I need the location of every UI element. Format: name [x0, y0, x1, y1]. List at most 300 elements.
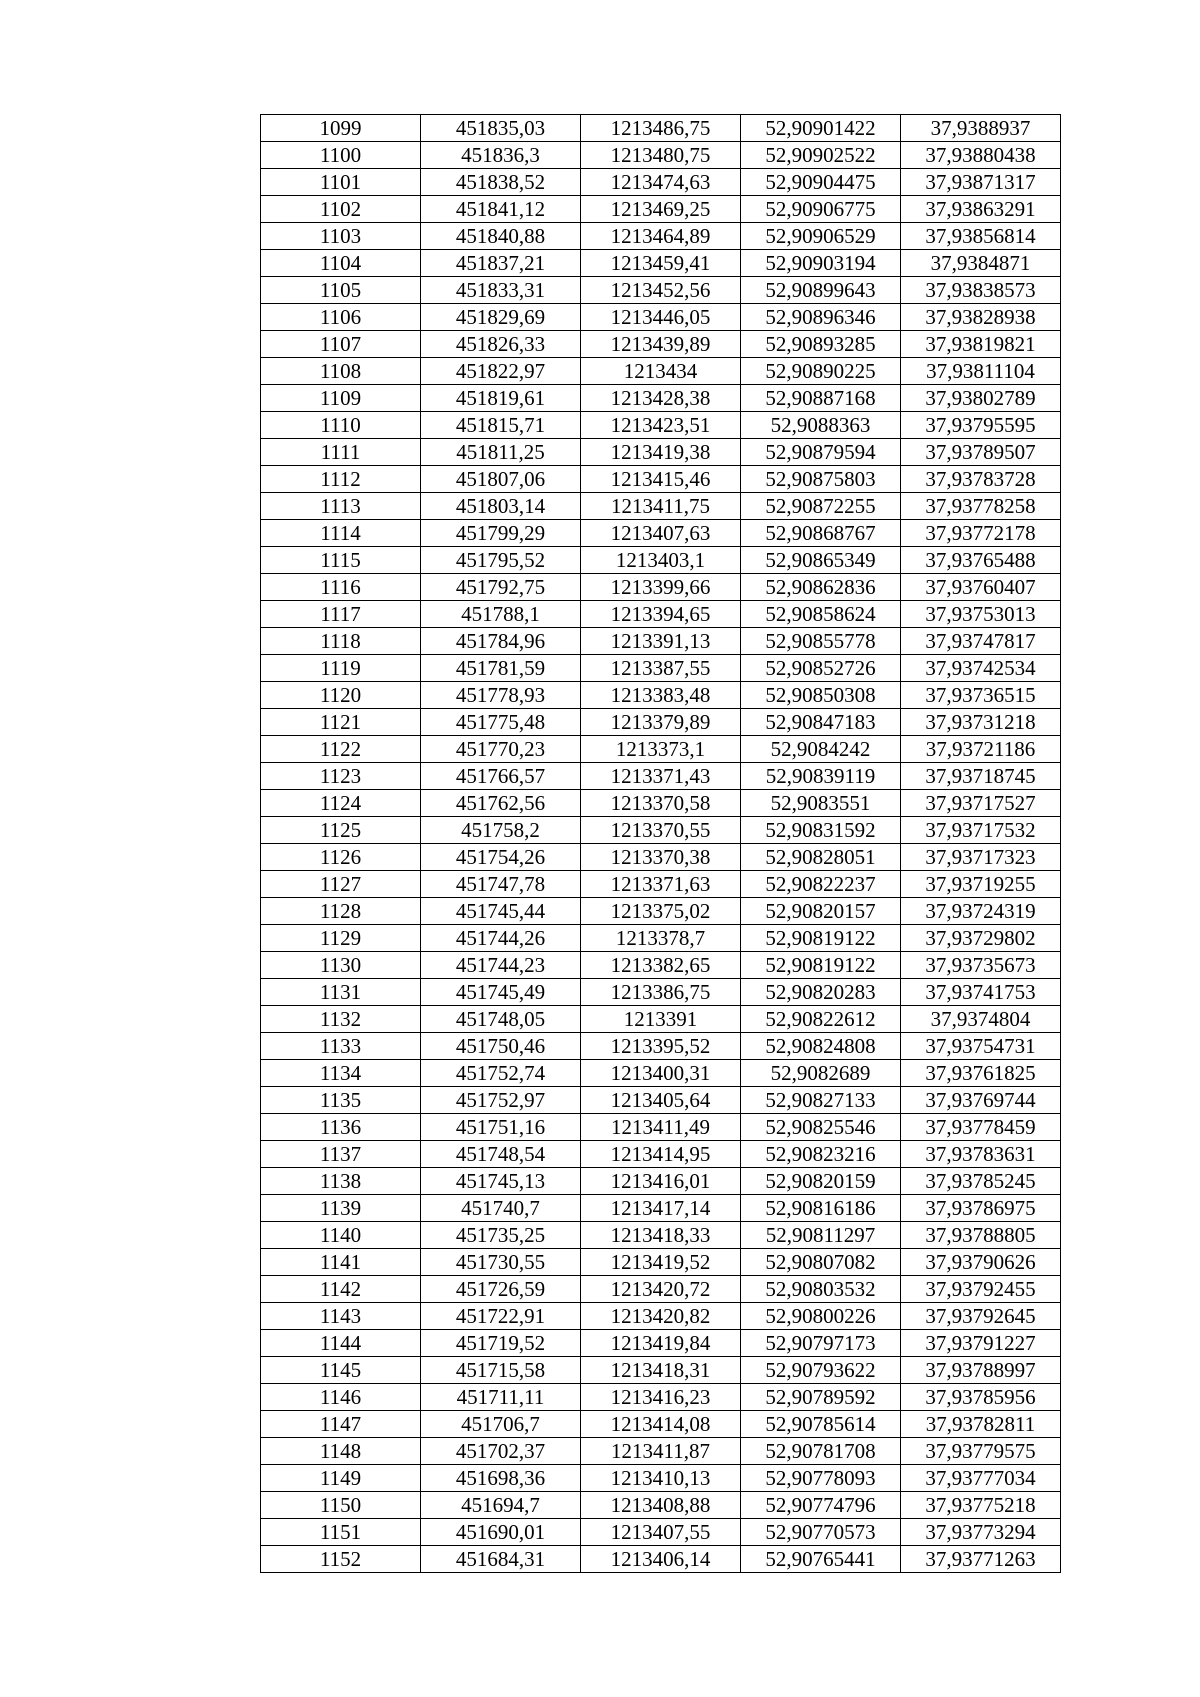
longitude-cell: 37,93773294	[901, 1519, 1061, 1546]
point-number-cell: 1144	[261, 1330, 421, 1357]
longitude-cell: 37,93856814	[901, 223, 1061, 250]
longitude-cell: 37,9374804	[901, 1006, 1061, 1033]
longitude-cell: 37,93811104	[901, 358, 1061, 385]
table-row	[261, 1087, 1061, 1114]
x-coordinate-cell: 451751,16	[421, 1114, 581, 1141]
longitude-cell: 37,93819821	[901, 331, 1061, 358]
x-coordinate-cell: 451788,1	[421, 601, 581, 628]
point-number-cell: 1113	[261, 493, 421, 520]
latitude-cell: 52,90811297	[741, 1222, 901, 1249]
longitude-cell: 37,93754731	[901, 1033, 1061, 1060]
longitude-cell: 37,93729802	[901, 925, 1061, 952]
latitude-cell: 52,90902522	[741, 142, 901, 169]
longitude-cell: 37,93771263	[901, 1546, 1061, 1573]
table-row	[261, 736, 1061, 763]
x-coordinate-cell: 451778,93	[421, 682, 581, 709]
y-coordinate-cell: 1213391	[581, 1006, 741, 1033]
longitude-cell: 37,93783631	[901, 1141, 1061, 1168]
x-coordinate-cell: 451799,29	[421, 520, 581, 547]
longitude-cell: 37,93838573	[901, 277, 1061, 304]
point-number-cell: 1119	[261, 655, 421, 682]
latitude-cell: 52,90822237	[741, 871, 901, 898]
point-number-cell: 1121	[261, 709, 421, 736]
point-number-cell: 1140	[261, 1222, 421, 1249]
table-row	[261, 601, 1061, 628]
point-number-cell: 1118	[261, 628, 421, 655]
x-coordinate-cell: 451838,52	[421, 169, 581, 196]
x-coordinate-cell: 451835,03	[421, 115, 581, 142]
latitude-cell: 52,90903194	[741, 250, 901, 277]
x-coordinate-cell: 451775,48	[421, 709, 581, 736]
longitude-cell: 37,93788997	[901, 1357, 1061, 1384]
x-coordinate-cell: 451815,71	[421, 412, 581, 439]
y-coordinate-cell: 1213439,89	[581, 331, 741, 358]
point-number-cell: 1108	[261, 358, 421, 385]
y-coordinate-cell: 1213459,41	[581, 250, 741, 277]
y-coordinate-cell: 1213407,55	[581, 1519, 741, 1546]
y-coordinate-cell: 1213469,25	[581, 196, 741, 223]
y-coordinate-cell: 1213399,66	[581, 574, 741, 601]
table-row	[261, 1357, 1061, 1384]
latitude-cell: 52,90774796	[741, 1492, 901, 1519]
point-number-cell: 1141	[261, 1249, 421, 1276]
latitude-cell: 52,90904475	[741, 169, 901, 196]
table-row	[261, 1438, 1061, 1465]
longitude-cell: 37,93779575	[901, 1438, 1061, 1465]
longitude-cell: 37,93785245	[901, 1168, 1061, 1195]
table-row	[261, 1276, 1061, 1303]
x-coordinate-cell: 451719,52	[421, 1330, 581, 1357]
latitude-cell: 52,90765441	[741, 1546, 901, 1573]
y-coordinate-cell: 1213411,87	[581, 1438, 741, 1465]
table-row	[261, 250, 1061, 277]
latitude-cell: 52,9088363	[741, 412, 901, 439]
point-number-cell: 1133	[261, 1033, 421, 1060]
x-coordinate-cell: 451795,52	[421, 547, 581, 574]
y-coordinate-cell: 1213419,84	[581, 1330, 741, 1357]
y-coordinate-cell: 1213387,55	[581, 655, 741, 682]
y-coordinate-cell: 1213375,02	[581, 898, 741, 925]
point-number-cell: 1126	[261, 844, 421, 871]
longitude-cell: 37,93880438	[901, 142, 1061, 169]
point-number-cell: 1102	[261, 196, 421, 223]
point-number-cell: 1122	[261, 736, 421, 763]
y-coordinate-cell: 1213446,05	[581, 304, 741, 331]
point-number-cell: 1135	[261, 1087, 421, 1114]
point-number-cell: 1152	[261, 1546, 421, 1573]
latitude-cell: 52,90820157	[741, 898, 901, 925]
latitude-cell: 52,90807082	[741, 1249, 901, 1276]
y-coordinate-cell: 1213370,55	[581, 817, 741, 844]
x-coordinate-cell: 451684,31	[421, 1546, 581, 1573]
x-coordinate-cell: 451694,7	[421, 1492, 581, 1519]
longitude-cell: 37,93777034	[901, 1465, 1061, 1492]
table-row	[261, 493, 1061, 520]
longitude-cell: 37,93871317	[901, 169, 1061, 196]
x-coordinate-cell: 451837,21	[421, 250, 581, 277]
latitude-cell: 52,90901422	[741, 115, 901, 142]
point-number-cell: 1112	[261, 466, 421, 493]
longitude-cell: 37,93760407	[901, 574, 1061, 601]
point-number-cell: 1129	[261, 925, 421, 952]
point-number-cell: 1138	[261, 1168, 421, 1195]
y-coordinate-cell: 1213391,13	[581, 628, 741, 655]
point-number-cell: 1123	[261, 763, 421, 790]
y-coordinate-cell: 1213452,56	[581, 277, 741, 304]
point-number-cell: 1142	[261, 1276, 421, 1303]
table-row	[261, 547, 1061, 574]
latitude-cell: 52,90770573	[741, 1519, 901, 1546]
longitude-cell: 37,93717323	[901, 844, 1061, 871]
table-row	[261, 1114, 1061, 1141]
y-coordinate-cell: 1213370,38	[581, 844, 741, 871]
latitude-cell: 52,90862836	[741, 574, 901, 601]
table-row	[261, 277, 1061, 304]
y-coordinate-cell: 1213418,31	[581, 1357, 741, 1384]
x-coordinate-cell: 451722,91	[421, 1303, 581, 1330]
x-coordinate-cell: 451754,26	[421, 844, 581, 871]
y-coordinate-cell: 1213419,52	[581, 1249, 741, 1276]
latitude-cell: 52,90855778	[741, 628, 901, 655]
longitude-cell: 37,93791227	[901, 1330, 1061, 1357]
longitude-cell: 37,93761825	[901, 1060, 1061, 1087]
x-coordinate-cell: 451748,54	[421, 1141, 581, 1168]
x-coordinate-cell: 451740,7	[421, 1195, 581, 1222]
latitude-cell: 52,90822612	[741, 1006, 901, 1033]
longitude-cell: 37,9388937	[901, 115, 1061, 142]
table-row	[261, 574, 1061, 601]
y-coordinate-cell: 1213411,49	[581, 1114, 741, 1141]
x-coordinate-cell: 451770,23	[421, 736, 581, 763]
longitude-cell: 37,93753013	[901, 601, 1061, 628]
longitude-cell: 37,93792645	[901, 1303, 1061, 1330]
x-coordinate-cell: 451841,12	[421, 196, 581, 223]
table-row	[261, 1303, 1061, 1330]
y-coordinate-cell: 1213411,75	[581, 493, 741, 520]
latitude-cell: 52,90893285	[741, 331, 901, 358]
point-number-cell: 1145	[261, 1357, 421, 1384]
table-row	[261, 1195, 1061, 1222]
latitude-cell: 52,90800226	[741, 1303, 901, 1330]
table-row	[261, 1033, 1061, 1060]
x-coordinate-cell: 451690,01	[421, 1519, 581, 1546]
latitude-cell: 52,90823216	[741, 1141, 901, 1168]
longitude-cell: 37,93719255	[901, 871, 1061, 898]
latitude-cell: 52,90824808	[741, 1033, 901, 1060]
longitude-cell: 37,93790626	[901, 1249, 1061, 1276]
y-coordinate-cell: 1213414,95	[581, 1141, 741, 1168]
point-number-cell: 1131	[261, 979, 421, 1006]
table-row	[261, 844, 1061, 871]
x-coordinate-cell: 451766,57	[421, 763, 581, 790]
x-coordinate-cell: 451744,23	[421, 952, 581, 979]
longitude-cell: 37,93718745	[901, 763, 1061, 790]
table-row	[261, 1006, 1061, 1033]
latitude-cell: 52,90828051	[741, 844, 901, 871]
x-coordinate-cell: 451711,11	[421, 1384, 581, 1411]
y-coordinate-cell: 1213406,14	[581, 1546, 741, 1573]
x-coordinate-cell: 451745,13	[421, 1168, 581, 1195]
y-coordinate-cell: 1213420,72	[581, 1276, 741, 1303]
point-number-cell: 1139	[261, 1195, 421, 1222]
point-number-cell: 1128	[261, 898, 421, 925]
point-number-cell: 1136	[261, 1114, 421, 1141]
latitude-cell: 52,90820283	[741, 979, 901, 1006]
table-row	[261, 115, 1061, 142]
point-number-cell: 1130	[261, 952, 421, 979]
longitude-cell: 37,93742534	[901, 655, 1061, 682]
longitude-cell: 37,93778258	[901, 493, 1061, 520]
x-coordinate-cell: 451744,26	[421, 925, 581, 952]
point-number-cell: 1150	[261, 1492, 421, 1519]
table-row	[261, 1546, 1061, 1573]
y-coordinate-cell: 1213370,58	[581, 790, 741, 817]
longitude-cell: 37,93802789	[901, 385, 1061, 412]
point-number-cell: 1137	[261, 1141, 421, 1168]
point-number-cell: 1105	[261, 277, 421, 304]
x-coordinate-cell: 451752,97	[421, 1087, 581, 1114]
point-number-cell: 1099	[261, 115, 421, 142]
table-row	[261, 1168, 1061, 1195]
longitude-cell: 37,93736515	[901, 682, 1061, 709]
table-row	[261, 817, 1061, 844]
longitude-cell: 37,93783728	[901, 466, 1061, 493]
table-row	[261, 385, 1061, 412]
x-coordinate-cell: 451836,3	[421, 142, 581, 169]
latitude-cell: 52,90899643	[741, 277, 901, 304]
table-row	[261, 925, 1061, 952]
y-coordinate-cell: 1213428,38	[581, 385, 741, 412]
latitude-cell: 52,90816186	[741, 1195, 901, 1222]
longitude-cell: 37,93795595	[901, 412, 1061, 439]
table-row	[261, 1411, 1061, 1438]
table-row	[261, 763, 1061, 790]
table-row	[261, 790, 1061, 817]
latitude-cell: 52,90819122	[741, 952, 901, 979]
latitude-cell: 52,90896346	[741, 304, 901, 331]
y-coordinate-cell: 1213386,75	[581, 979, 741, 1006]
y-coordinate-cell: 1213415,46	[581, 466, 741, 493]
x-coordinate-cell: 451781,59	[421, 655, 581, 682]
latitude-cell: 52,90827133	[741, 1087, 901, 1114]
latitude-cell: 52,90797173	[741, 1330, 901, 1357]
latitude-cell: 52,9084242	[741, 736, 901, 763]
coordinates-table	[260, 114, 1061, 1573]
table-row	[261, 466, 1061, 493]
longitude-cell: 37,93717532	[901, 817, 1061, 844]
x-coordinate-cell: 451745,49	[421, 979, 581, 1006]
table-row	[261, 169, 1061, 196]
x-coordinate-cell: 451829,69	[421, 304, 581, 331]
x-coordinate-cell: 451735,25	[421, 1222, 581, 1249]
table-row	[261, 223, 1061, 250]
point-number-cell: 1110	[261, 412, 421, 439]
longitude-cell: 37,93721186	[901, 736, 1061, 763]
y-coordinate-cell: 1213394,65	[581, 601, 741, 628]
y-coordinate-cell: 1213486,75	[581, 115, 741, 142]
x-coordinate-cell: 451706,7	[421, 1411, 581, 1438]
x-coordinate-cell: 451822,97	[421, 358, 581, 385]
point-number-cell: 1104	[261, 250, 421, 277]
table-row	[261, 520, 1061, 547]
latitude-cell: 52,90890225	[741, 358, 901, 385]
x-coordinate-cell: 451750,46	[421, 1033, 581, 1060]
table-row	[261, 142, 1061, 169]
table-row	[261, 1060, 1061, 1087]
latitude-cell: 52,90875803	[741, 466, 901, 493]
table-row	[261, 439, 1061, 466]
point-number-cell: 1106	[261, 304, 421, 331]
latitude-cell: 52,90781708	[741, 1438, 901, 1465]
latitude-cell: 52,90850308	[741, 682, 901, 709]
x-coordinate-cell: 451819,61	[421, 385, 581, 412]
point-number-cell: 1125	[261, 817, 421, 844]
point-number-cell: 1116	[261, 574, 421, 601]
longitude-cell: 37,93717527	[901, 790, 1061, 817]
longitude-cell: 37,9384871	[901, 250, 1061, 277]
point-number-cell: 1132	[261, 1006, 421, 1033]
point-number-cell: 1107	[261, 331, 421, 358]
table-row	[261, 1492, 1061, 1519]
latitude-cell: 52,9082689	[741, 1060, 901, 1087]
longitude-cell: 37,93782811	[901, 1411, 1061, 1438]
table-row	[261, 979, 1061, 1006]
latitude-cell: 52,90868767	[741, 520, 901, 547]
y-coordinate-cell: 1213371,43	[581, 763, 741, 790]
table-row	[261, 304, 1061, 331]
latitude-cell: 52,90831592	[741, 817, 901, 844]
table-row	[261, 655, 1061, 682]
latitude-cell: 52,90906775	[741, 196, 901, 223]
x-coordinate-cell: 451811,25	[421, 439, 581, 466]
point-number-cell: 1114	[261, 520, 421, 547]
latitude-cell: 52,90793622	[741, 1357, 901, 1384]
point-number-cell: 1115	[261, 547, 421, 574]
table-row	[261, 682, 1061, 709]
y-coordinate-cell: 1213400,31	[581, 1060, 741, 1087]
y-coordinate-cell: 1213410,13	[581, 1465, 741, 1492]
longitude-cell: 37,93828938	[901, 304, 1061, 331]
x-coordinate-cell: 451758,2	[421, 817, 581, 844]
latitude-cell: 52,90872255	[741, 493, 901, 520]
y-coordinate-cell: 1213464,89	[581, 223, 741, 250]
table-row	[261, 196, 1061, 223]
point-number-cell: 1100	[261, 142, 421, 169]
table-row	[261, 1249, 1061, 1276]
longitude-cell: 37,93775218	[901, 1492, 1061, 1519]
latitude-cell: 52,90820159	[741, 1168, 901, 1195]
table-row	[261, 1222, 1061, 1249]
table-row	[261, 412, 1061, 439]
longitude-cell: 37,93792455	[901, 1276, 1061, 1303]
x-coordinate-cell: 451784,96	[421, 628, 581, 655]
latitude-cell: 52,90803532	[741, 1276, 901, 1303]
latitude-cell: 52,90785614	[741, 1411, 901, 1438]
y-coordinate-cell: 1213418,33	[581, 1222, 741, 1249]
x-coordinate-cell: 451747,78	[421, 871, 581, 898]
longitude-cell: 37,93786975	[901, 1195, 1061, 1222]
y-coordinate-cell: 1213420,82	[581, 1303, 741, 1330]
table-row	[261, 898, 1061, 925]
point-number-cell: 1103	[261, 223, 421, 250]
x-coordinate-cell: 451698,36	[421, 1465, 581, 1492]
longitude-cell: 37,93772178	[901, 520, 1061, 547]
x-coordinate-cell: 451807,06	[421, 466, 581, 493]
table-row	[261, 331, 1061, 358]
table-row	[261, 1141, 1061, 1168]
y-coordinate-cell: 1213423,51	[581, 412, 741, 439]
point-number-cell: 1134	[261, 1060, 421, 1087]
y-coordinate-cell: 1213474,63	[581, 169, 741, 196]
point-number-cell: 1109	[261, 385, 421, 412]
table-row	[261, 358, 1061, 385]
y-coordinate-cell: 1213416,01	[581, 1168, 741, 1195]
x-coordinate-cell: 451833,31	[421, 277, 581, 304]
x-coordinate-cell: 451730,55	[421, 1249, 581, 1276]
table-row	[261, 628, 1061, 655]
longitude-cell: 37,93735673	[901, 952, 1061, 979]
x-coordinate-cell: 451745,44	[421, 898, 581, 925]
y-coordinate-cell: 1213414,08	[581, 1411, 741, 1438]
longitude-cell: 37,93769744	[901, 1087, 1061, 1114]
latitude-cell: 52,90865349	[741, 547, 901, 574]
latitude-cell: 52,90819122	[741, 925, 901, 952]
latitude-cell: 52,90887168	[741, 385, 901, 412]
table-row	[261, 952, 1061, 979]
y-coordinate-cell: 1213407,63	[581, 520, 741, 547]
y-coordinate-cell: 1213434	[581, 358, 741, 385]
y-coordinate-cell: 1213383,48	[581, 682, 741, 709]
point-number-cell: 1148	[261, 1438, 421, 1465]
x-coordinate-cell: 451702,37	[421, 1438, 581, 1465]
y-coordinate-cell: 1213405,64	[581, 1087, 741, 1114]
longitude-cell: 37,93741753	[901, 979, 1061, 1006]
longitude-cell: 37,93765488	[901, 547, 1061, 574]
longitude-cell: 37,93747817	[901, 628, 1061, 655]
x-coordinate-cell: 451792,75	[421, 574, 581, 601]
latitude-cell: 52,90858624	[741, 601, 901, 628]
table-row	[261, 1519, 1061, 1546]
point-number-cell: 1147	[261, 1411, 421, 1438]
y-coordinate-cell: 1213480,75	[581, 142, 741, 169]
point-number-cell: 1120	[261, 682, 421, 709]
x-coordinate-cell: 451726,59	[421, 1276, 581, 1303]
y-coordinate-cell: 1213408,88	[581, 1492, 741, 1519]
table-row	[261, 1330, 1061, 1357]
x-coordinate-cell: 451748,05	[421, 1006, 581, 1033]
latitude-cell: 52,9083551	[741, 790, 901, 817]
y-coordinate-cell: 1213371,63	[581, 871, 741, 898]
table-row	[261, 1384, 1061, 1411]
latitude-cell: 52,90847183	[741, 709, 901, 736]
table-row	[261, 1465, 1061, 1492]
y-coordinate-cell: 1213379,89	[581, 709, 741, 736]
latitude-cell: 52,90879594	[741, 439, 901, 466]
y-coordinate-cell: 1213373,1	[581, 736, 741, 763]
longitude-cell: 37,93724319	[901, 898, 1061, 925]
point-number-cell: 1143	[261, 1303, 421, 1330]
x-coordinate-cell: 451715,58	[421, 1357, 581, 1384]
longitude-cell: 37,93778459	[901, 1114, 1061, 1141]
longitude-cell: 37,93789507	[901, 439, 1061, 466]
longitude-cell: 37,93863291	[901, 196, 1061, 223]
latitude-cell: 52,90839119	[741, 763, 901, 790]
x-coordinate-cell: 451840,88	[421, 223, 581, 250]
y-coordinate-cell: 1213417,14	[581, 1195, 741, 1222]
latitude-cell: 52,90778093	[741, 1465, 901, 1492]
table-row	[261, 709, 1061, 736]
longitude-cell: 37,93788805	[901, 1222, 1061, 1249]
